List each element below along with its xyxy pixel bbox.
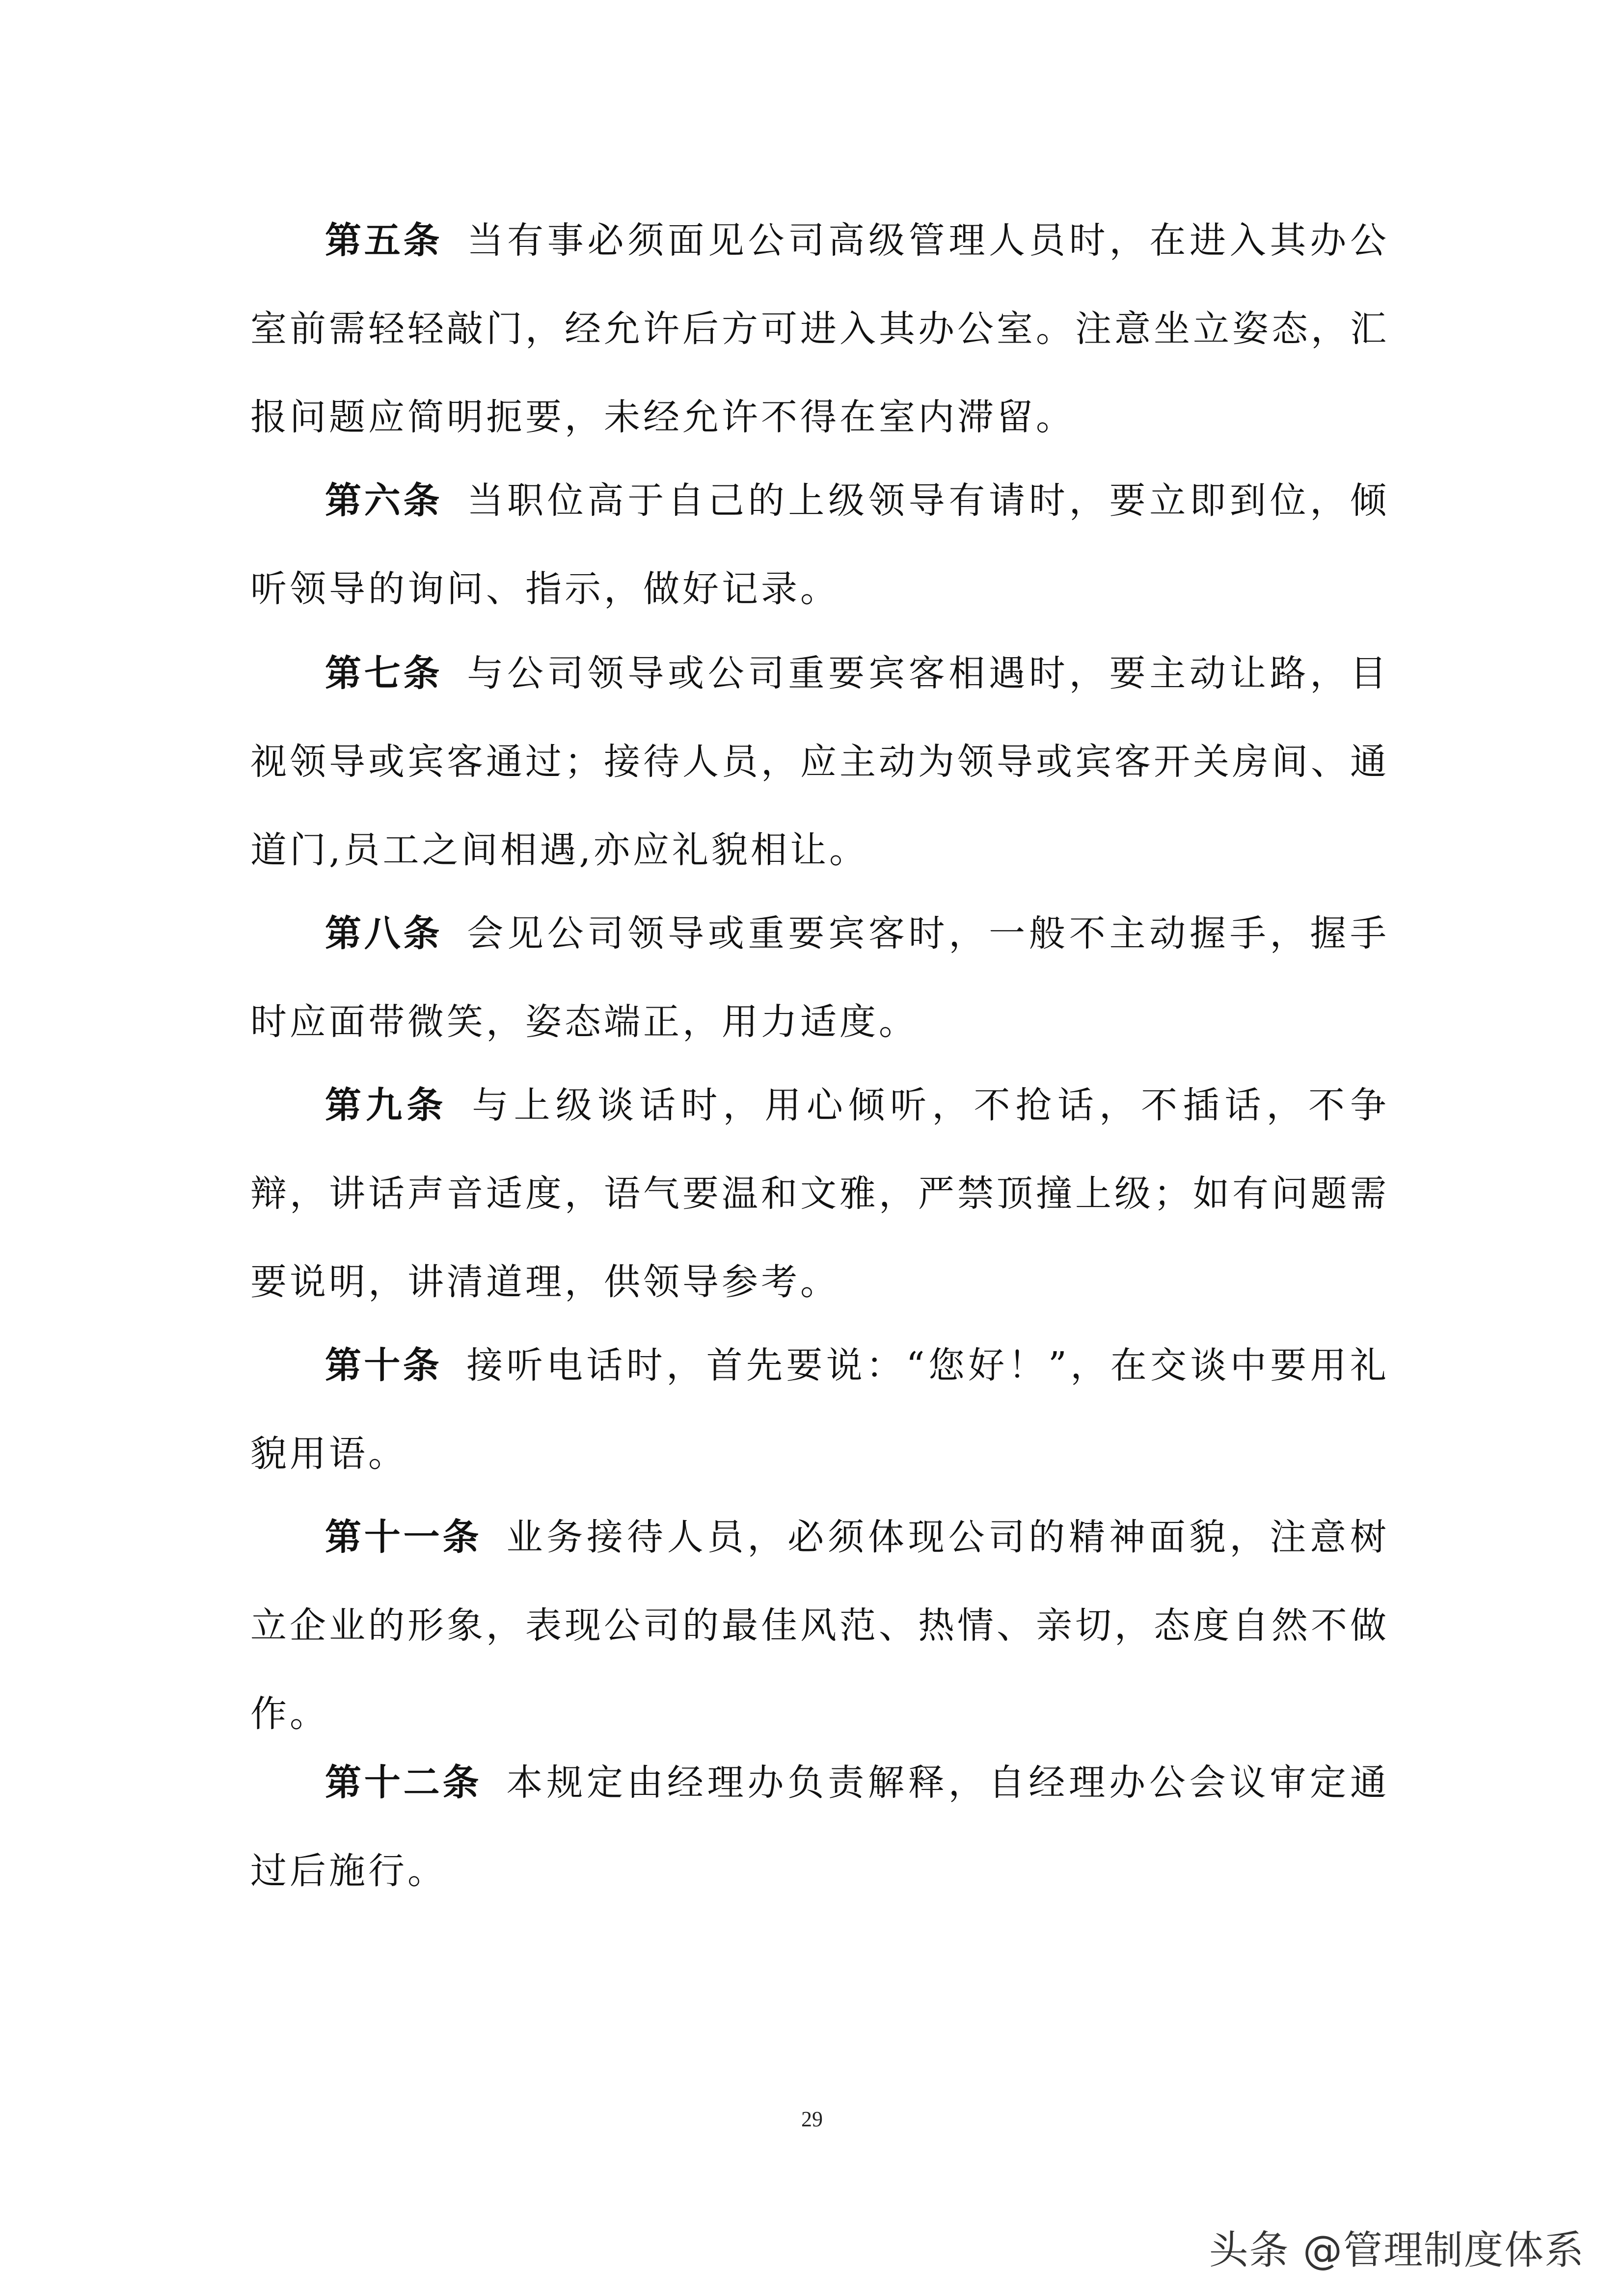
- article-12: [250, 1738, 1389, 1915]
- article-7-text: 与公司领导或公司重要宾客相遇时，要主动让路，目视领导或宾客通过；接待人员，应主动为领导或宾客开关房间、通道门,员工之间相遇,亦应礼貌相让。: [250, 652, 1389, 871]
- article-6-label: 第六条: [325, 480, 443, 522]
- article-12-label: 第十二条: [325, 1762, 482, 1804]
- article-8-label: 第八条: [325, 912, 443, 955]
- article-9-text: 与上级谈话时，用心倾听，不抢话，不插话，不争辩，讲话声音适度，语气要温和文雅，严禁顶撞上级；如有问题需要说明，讲清道理，供领导参考。: [250, 1084, 1389, 1303]
- article-7: [250, 629, 1389, 894]
- article-10-text: 接听电话时，首先要说：“您好！”，在交谈中要用礼貌用语。: [250, 1344, 1389, 1475]
- article-9-label: 第九条: [325, 1084, 448, 1126]
- article-5-label: 第五条: [325, 219, 443, 262]
- article-6: [250, 456, 1389, 633]
- article-6-text: 当职位高于自己的上级领导有请时，要立即到位，倾听领导的询问、指示，做好记录。: [250, 480, 1389, 610]
- article-7-label: 第七条: [325, 652, 443, 694]
- article-8-text: 会见公司领导或重要宾客时，一般不主动握手，握手时应面带微笑，姿态端正，用力适度。: [250, 912, 1389, 1043]
- article-9: [250, 1061, 1389, 1326]
- article-11-label: 第十一条: [325, 1516, 482, 1558]
- article-10: [250, 1321, 1389, 1498]
- article-5: [250, 196, 1389, 461]
- page-number: 29: [801, 2107, 823, 2131]
- article-12-text: 本规定由经理办负责解释，自经理办公会议审定通过后施行。: [250, 1762, 1390, 1892]
- article-10-label: 第十条: [325, 1344, 442, 1387]
- article-5-text: 当有事必须面见公司高级管理人员时，在进入其办公室前需轻轻敲门，经允许后方可进入其办公室。注意坐立姿态，汇报问题应简明扼要，未经允许不得在室内滞留。: [250, 219, 1389, 438]
- source-watermark: 头条 @管理制度体系: [1209, 2227, 1585, 2273]
- article-11: [250, 1493, 1389, 1758]
- article-11-text: 业务接待人员，必须体现公司的精神面貌，注意树立企业的形象，表现公司的最佳风范、热情、亲切，态度自然不做作。: [250, 1516, 1390, 1735]
- article-8: [250, 889, 1389, 1066]
